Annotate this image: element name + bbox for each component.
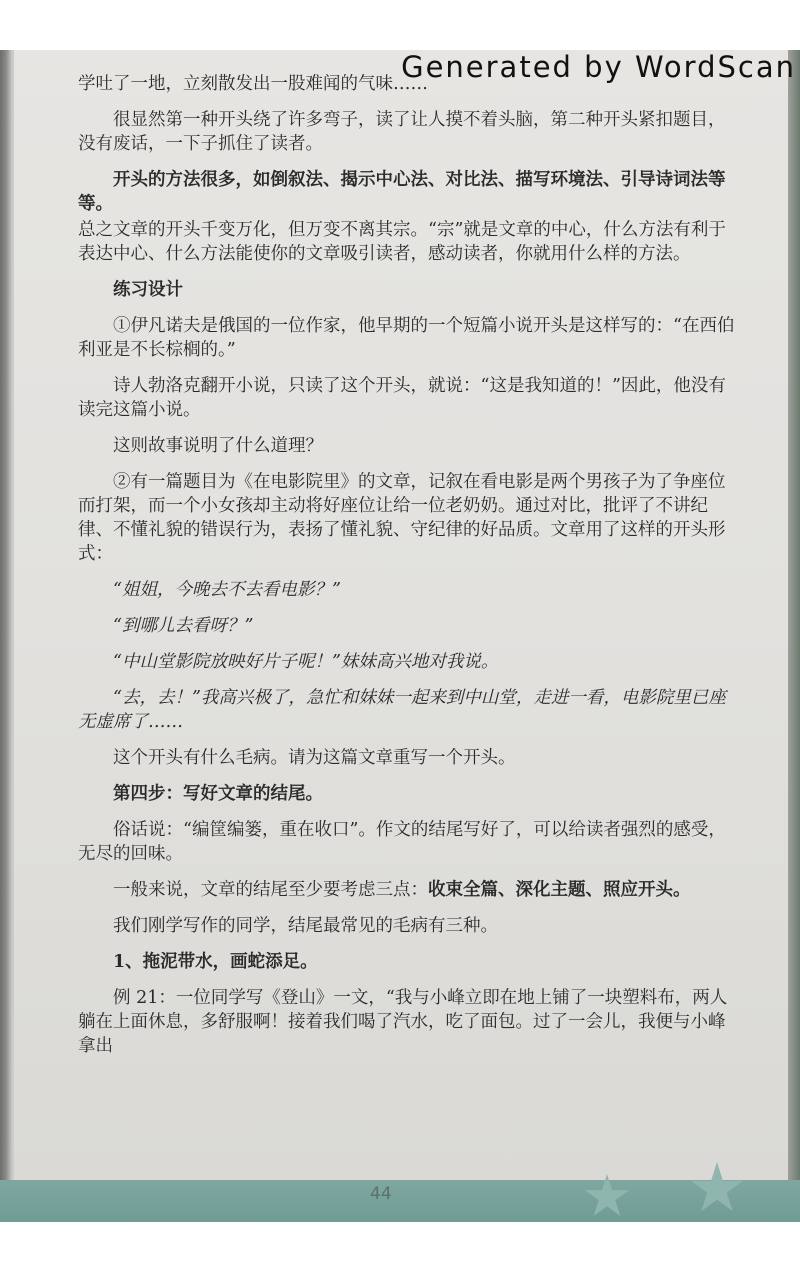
paragraph: ①伊凡诺夫是俄国的一位作家，他早期的一个短篇小说开头是这样写的：“在西伯利亚是不长棕榈的。”: [78, 316, 735, 360]
cover-band: [0, 1180, 800, 1222]
section-heading-practice: 练习设计: [113, 280, 183, 300]
page-number: 44: [370, 1184, 392, 1204]
paragraph-emphasis: 收束全篇、深化主题、照应开头。: [428, 880, 691, 900]
dialogue-line: “姐姐，今晚去不去看电影？”: [113, 580, 341, 600]
scanned-page-photo: [0, 50, 800, 1222]
paragraph-bold: 开头的方法很多，如倒叙法、揭示中心法、对比法、描写环境法、引导诗词法等等。: [78, 170, 726, 214]
paragraph: 总之文章的开头千变万化，但万变不离其宗。“宗”就是文章的中心，什么方法有利于表达中心、什么方法能使你的文章吸引读者，感动读者，你就用什么样的方法。: [78, 220, 726, 264]
dialogue-line: “去，去！”我高兴极了，急忙和妹妹一起来到中山堂，走进一看，电影院里已座无虚席了……: [78, 688, 726, 732]
page-text: [78, 72, 738, 1070]
section-heading-step4: 第四步：写好文章的结尾。: [113, 784, 323, 804]
paragraph: 俗话说：“编筐编篓，重在收口”。作文的结尾写好了，可以给读者强烈的感受，无尽的回味。: [78, 820, 726, 864]
paragraph: 我们刚学写作的同学，结尾最常见的毛病有三种。: [113, 916, 498, 936]
paragraph: 很显然第一种开头绕了许多弯子，读了让人摸不着头脑，第二种开头紧扣题目，没有废话，一下子抓住了读者。: [78, 110, 726, 154]
paragraph: 例 21：一位同学写《登山》一文，“我与小峰立即在地上铺了一块塑料布，两人躺在上面休息，多舒服啊！接着我们喝了汽水，吃了面包。过了一会儿，我便与小峰拿出: [78, 988, 728, 1056]
paragraph-lead: 一般来说，文章的结尾至少要考虑三点：: [113, 880, 428, 900]
paragraph: 学吐了一地，立刻散发出一股难闻的气味……: [78, 74, 428, 94]
dialogue-line: “中山堂影院放映好片子呢！”妹妹高兴地对我说。: [113, 652, 499, 672]
dialogue-line: “到哪儿去看呀？”: [113, 616, 254, 636]
watermark: Generated by WordScan: [401, 50, 796, 84]
book-page: [14, 50, 794, 1180]
paragraph: 诗人勃洛克翻开小说，只读了这个开头，就说：“这是我知道的！”因此，他没有读完这篇小说。: [78, 376, 726, 420]
paragraph-mixed: [78, 878, 738, 902]
paragraph: 这则故事说明了什么道理？: [113, 436, 323, 456]
paragraph: 这个开头有什么毛病。请为这篇文章重写一个开头。: [113, 748, 516, 768]
subheading-1: 1、拖泥带水，画蛇添足。: [113, 952, 318, 972]
book-edge: [788, 50, 800, 1222]
paragraph: ②有一篇题目为《在电影院里》的文章，记叙在看电影是两个男孩子为了争座位而打架，而一个小女孩却主动将好座位让给一位老奶奶。通过对比，批评了不讲纪律、不懂礼貌的错误行为，表扬了懂礼貌、守纪律的好品质。文章用了这样的开头形式：: [78, 472, 726, 564]
